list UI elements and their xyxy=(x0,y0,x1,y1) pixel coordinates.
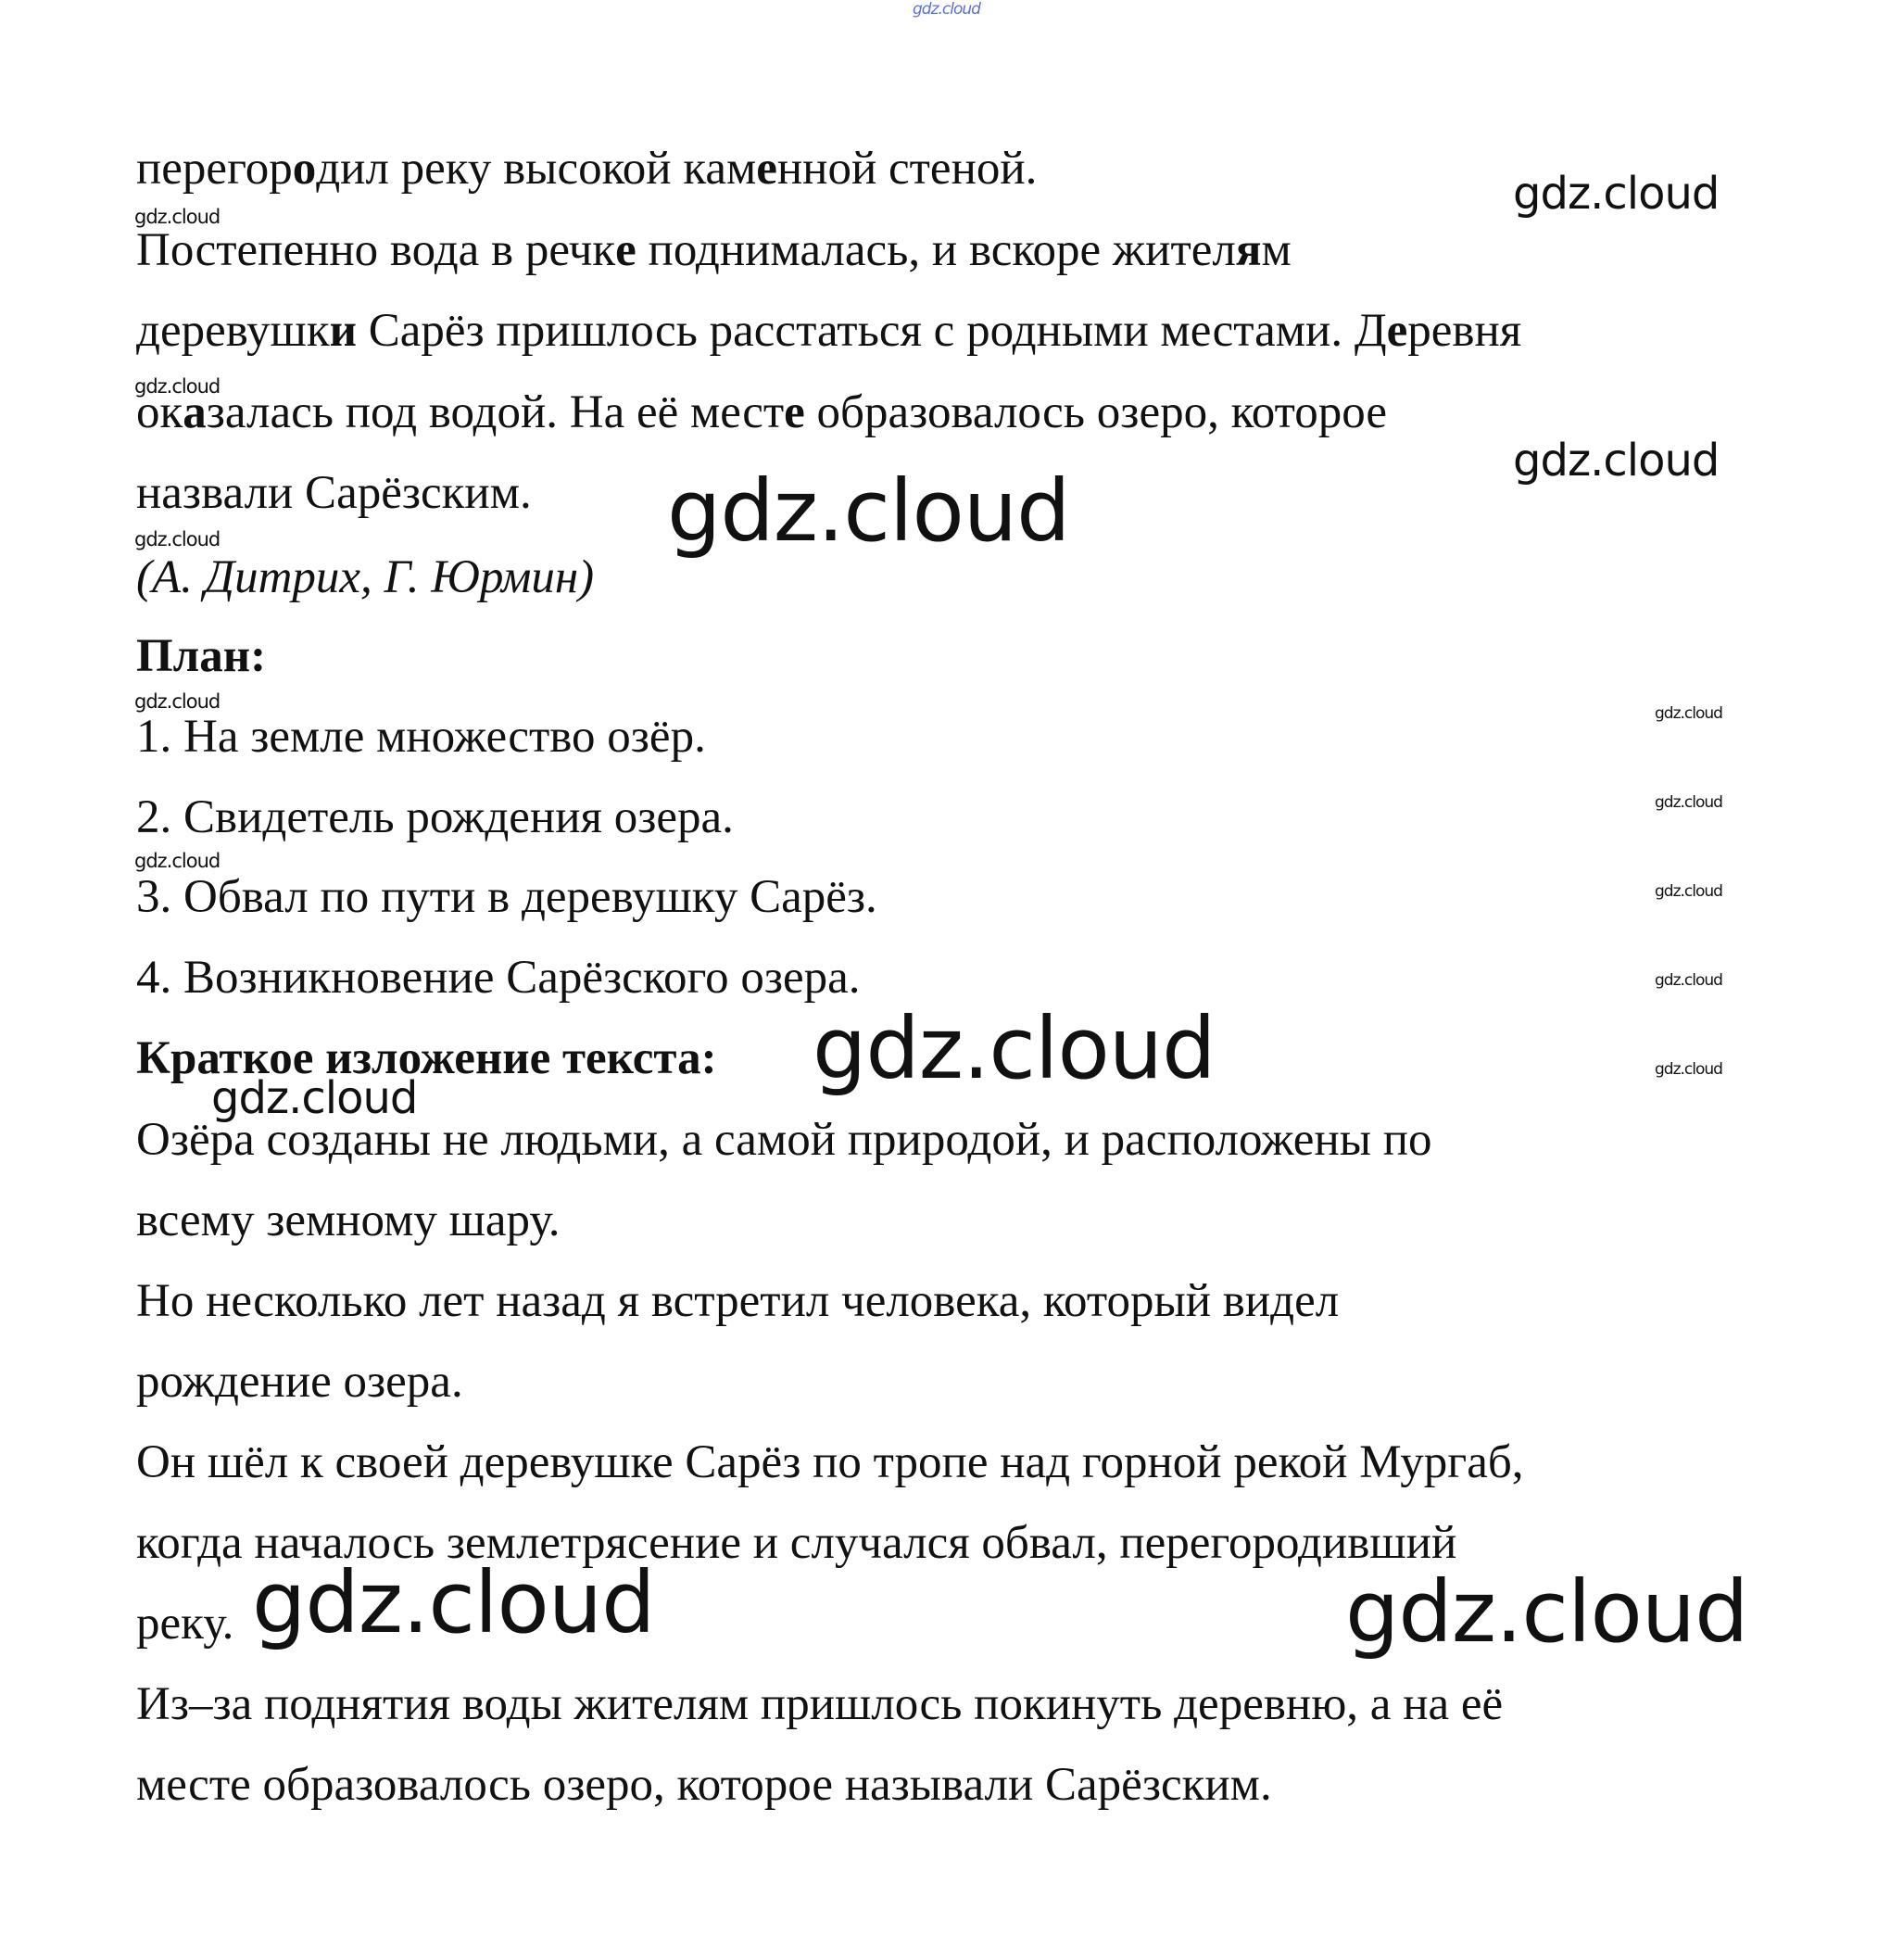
summary-line-8: Из–за поднятия воды жителям пришлось покинуть деревню, а на её xyxy=(136,1678,1504,1730)
plan-item-3: 3. Обвал по пути в деревушку Сарёз. xyxy=(136,871,877,923)
summary-line-9: месте образовалось озеро, которое называли Сарёзским. xyxy=(136,1759,1272,1811)
summary-heading: Краткое изложение текста: xyxy=(136,1032,717,1084)
watermark-small-3: gdz.cloud xyxy=(134,528,221,550)
watermark-right-1: gdz.cloud xyxy=(1655,704,1722,723)
watermark-small-5: gdz.cloud xyxy=(134,850,221,872)
summary-line-2: всему земному шару. xyxy=(136,1195,561,1246)
watermark-small-1: gdz.cloud xyxy=(134,206,221,228)
story-line-5: назвали Сарёзским. xyxy=(136,467,532,519)
summary-line-7: реку. xyxy=(136,1598,234,1650)
story-author: (А. Дитрих, Г. Юрмин) xyxy=(136,551,595,603)
watermark-right-3: gdz.cloud xyxy=(1655,882,1722,901)
story-line-4: оказалась под водой. На её месте образовалось озеро, которое xyxy=(136,386,1387,438)
story-line-3: деревушки Сарёз пришлось расстаться с родными местами. Деревня xyxy=(136,305,1522,357)
watermark-small-2: gdz.cloud xyxy=(134,375,221,398)
watermark-large-3: gdz.cloud xyxy=(252,1553,655,1652)
plan-item-2: 2. Свидетель рождения озера. xyxy=(136,791,734,843)
story-line-1: перегородил реку высокой каменной стеной. xyxy=(136,143,1038,195)
summary-line-1: Озёра созданы не людьми, а самой природой, и расположены по xyxy=(136,1114,1432,1166)
watermark-right-2: gdz.cloud xyxy=(1655,793,1722,812)
watermark-right-5: gdz.cloud xyxy=(1655,1060,1722,1079)
watermark-medium-1: gdz.cloud xyxy=(1513,168,1720,220)
summary-line-4: рождение озера. xyxy=(136,1356,463,1408)
story-line-2: Постепенно вода в речке поднималась, и вскоре жителям xyxy=(136,224,1292,276)
plan-heading: План: xyxy=(136,630,267,682)
watermark-large-2: gdz.cloud xyxy=(813,999,1216,1098)
header-watermark: gdz.cloud xyxy=(913,0,980,19)
watermark-large-4: gdz.cloud xyxy=(1345,1562,1748,1662)
summary-line-5: Он шёл к своей деревушке Сарёз по тропе над горной рекой Мургаб, xyxy=(136,1436,1524,1488)
watermark-small-4: gdz.cloud xyxy=(134,690,221,713)
summary-line-3: Но несколько лет назад я встретил человека, который видел xyxy=(136,1275,1340,1327)
summary-line-6: когда началось землетрясение и случался обвал, перегородивший xyxy=(136,1517,1457,1569)
watermark-right-4: gdz.cloud xyxy=(1655,971,1722,990)
plan-item-1: 1. На земле множество озёр. xyxy=(136,711,706,763)
watermark-medium-3: gdz.cloud xyxy=(211,1072,418,1124)
watermark-medium-2: gdz.cloud xyxy=(1513,435,1720,487)
plan-item-4: 4. Возникновение Сарёзского озера. xyxy=(136,952,861,1004)
watermark-large-1: gdz.cloud xyxy=(667,462,1070,561)
